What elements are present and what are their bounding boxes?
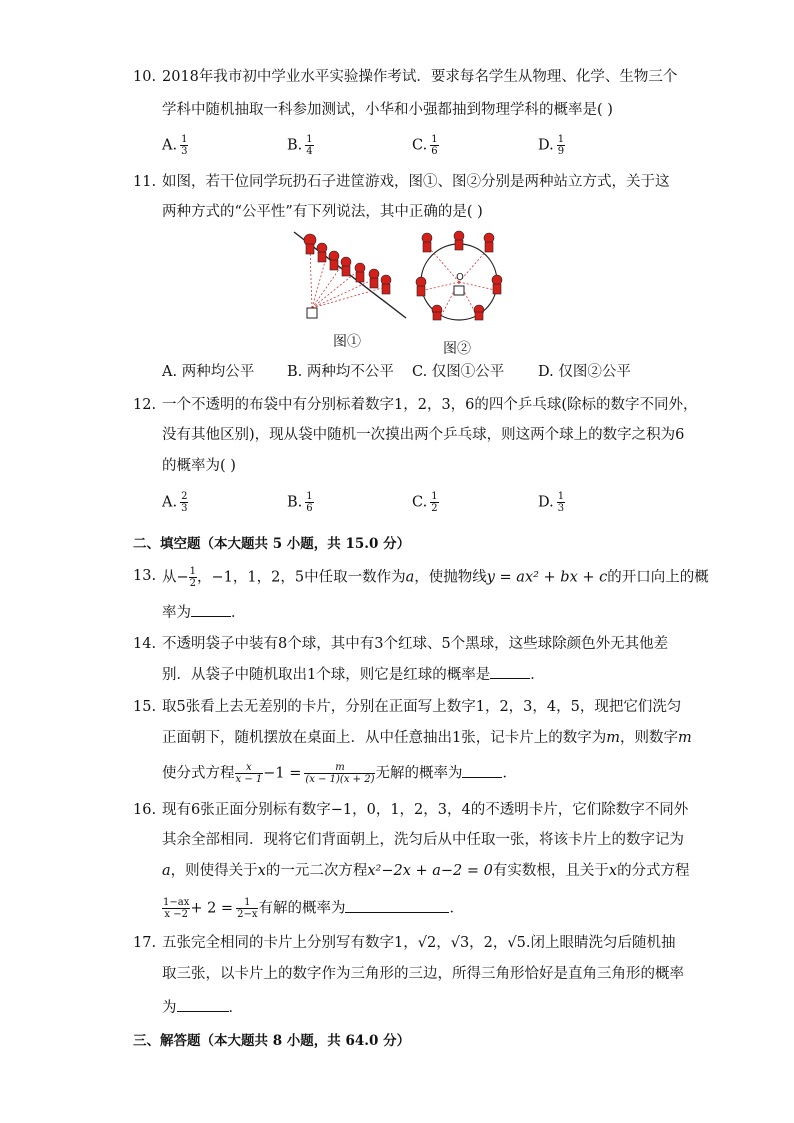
q11-option-c: C. 仅图①公平 bbox=[412, 364, 505, 380]
q12-option-c: C. $\frac{1}{2}$ bbox=[412, 491, 438, 514]
q10-line2: 学科中随机抽取一科参加测试，小华和小强都抽到物理学科的概率是( ) bbox=[162, 102, 613, 118]
q10-option-d: D. $\frac{1}{9}$ bbox=[538, 134, 565, 157]
q12-number: 12. bbox=[133, 397, 157, 413]
q14-answer-blank[interactable] bbox=[490, 664, 530, 679]
figure-1-caption: 图① bbox=[333, 334, 361, 350]
q16-line4: $\frac{1-ax}{x -2}$ + 2 = $\frac{1}{2-x}$ 有解的概率为 ． bbox=[163, 897, 464, 920]
q10-number: 10. bbox=[133, 69, 157, 85]
q15-answer-blank[interactable] bbox=[462, 763, 502, 778]
q17-line1: 五张完全相同的卡片上分别写有数字1，√2，√3，2，√5.闭上眼睛洗匀后随机抽 bbox=[162, 935, 676, 951]
q10-option-a: A. $\frac{1}{3}$ bbox=[162, 134, 188, 157]
q16-line1: 现有6张正面分别标有数字−1，0，1，2，3，4的不透明卡片，它们除数字不同外 bbox=[162, 802, 689, 818]
section-3-heading: 三、解答题（本大题共 8 小题，共 64.0 分） bbox=[133, 1033, 411, 1049]
q15-number: 15. bbox=[133, 699, 157, 715]
q11-option-a: A. 两种均公平 bbox=[162, 364, 255, 380]
figure-2-circle-throw bbox=[415, 228, 505, 324]
q16-answer-blank[interactable] bbox=[345, 898, 449, 913]
q13-answer-blank[interactable] bbox=[191, 602, 231, 617]
q17-line3: 为 ． bbox=[162, 997, 243, 1018]
q11-line2: 两种方式的“公平性”有下列说法，其中正确的是( ) bbox=[162, 204, 483, 220]
q10-option-b: B. $\frac{1}{4}$ bbox=[287, 134, 313, 157]
q10-line1: 2018年我市初中学业水平实验操作考试．要求每名学生从物理、化学、生物三个 bbox=[162, 69, 678, 85]
section-2-heading: 二、填空题（本大题共 5 小题，共 15.0 分） bbox=[133, 536, 411, 552]
q12-line3: 的概率为( ) bbox=[162, 458, 236, 474]
q12-line2: 没有其他区别)，现从袋中随机一次摸出两个乒乓球，则这两个球上的数字之积为6 bbox=[162, 427, 685, 443]
q16-line2: 其余全部相同．现将它们背面朝上，洗匀后从中任取一张，将该卡片上的数字记为 bbox=[162, 832, 684, 848]
q11-number: 11. bbox=[133, 174, 157, 190]
q17-answer-blank[interactable] bbox=[177, 997, 229, 1012]
figure-2-center-label: O bbox=[456, 272, 464, 283]
q15-line2: 正面朝下，随机摆放在桌面上．从中任意抽出1张，记卡片上的数字为m，则数字m bbox=[162, 730, 692, 746]
figure-1-line-throw bbox=[290, 226, 412, 326]
q14-number: 14. bbox=[133, 636, 157, 652]
q14-line1: 不透明袋子中装有8个球，其中有3个红球、5个黑球，这些球除颜色外无其他差 bbox=[162, 636, 669, 652]
q12-line1: 一个不透明的布袋中有分别标着数字1，2，3，6的四个乒乓球(除标的数字不同外， bbox=[162, 397, 698, 413]
q11-option-b: B. 两种均不公平 bbox=[287, 364, 394, 380]
figure-2-caption: 图② bbox=[443, 341, 471, 357]
q10-option-c: C. $\frac{1}{6}$ bbox=[412, 134, 438, 157]
q13-line1: 从− $\frac{1}{2}$ ，−1，1，2，5中任取一数作为a，使抛物线y = ax² + bx + c的开口向上的概 bbox=[162, 566, 709, 589]
q11-line1: 如图，若干位同学玩扔石子进筐游戏，图①、图②分别是两种站立方式，关于这 bbox=[162, 174, 670, 190]
q12-option-b: B. $\frac{1}{6}$ bbox=[287, 491, 313, 514]
q16-number: 16. bbox=[133, 802, 157, 818]
q17-number: 17. bbox=[133, 935, 157, 951]
q13-number: 13. bbox=[133, 568, 157, 584]
q13-line2: 率为 ． bbox=[162, 602, 246, 623]
q17-line2: 取三张，以卡片上的数字作为三角形的三边，所得三角形恰好是直角三角形的概率 bbox=[162, 966, 684, 982]
q14-line2: 别．从袋子中随机取出1个球，则它是红球的概率是 ． bbox=[162, 664, 545, 685]
q12-option-a: A. $\frac{2}{3}$ bbox=[162, 491, 188, 514]
q16-line3: a，则使得关于x的一元二次方程x²−2x + a−2 = 0有实数根，且关于x的分式方程 bbox=[162, 863, 690, 879]
q11-option-d: D. 仅图②公平 bbox=[538, 364, 631, 380]
q12-option-d: D. $\frac{1}{3}$ bbox=[538, 491, 565, 514]
q15-line1: 取5张看上去无差别的卡片，分别在正面写上数字1，2，3，4，5，现把它们洗匀 bbox=[162, 699, 682, 715]
q15-line3: 使分式方程 $\frac{x}{x - 1}$ −1 = $\frac{m}{(x - 1)(x + 2)}$ 无解的概率为 ． bbox=[162, 762, 517, 785]
